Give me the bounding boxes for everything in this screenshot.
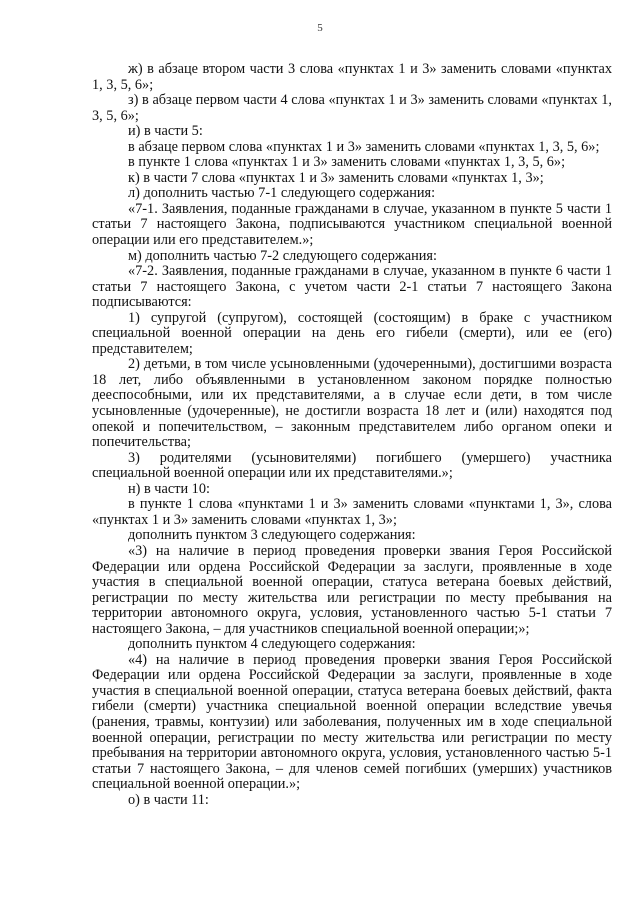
paragraph-k: к) в части 7 слова «пунктах 1 и 3» заменить словами «пунктах 1, 3»; [128,169,544,186]
page-number: 5 [317,22,323,34]
paragraph-n-sub2: дополнить пунктом 3 следующего содержания: [128,527,416,544]
paragraph-o: о) в части 11: [128,791,209,808]
paragraph-part-7-2: «7-2. Заявления, поданные гражданами в случае, указанном в пункте 6 части 1 статьи 7 настоящего Закона, с учетом части 2-1 статьи 7 настоящего Закона подписываются: [92,263,612,311]
document-body [92,62,612,808]
paragraph-n-sub3: дополнить пунктом 4 следующего содержания: [128,636,416,653]
paragraph-point-4: «4) на наличие в период проведения проверки звания Героя Российской Федерации или ордена Российской Федерации за заслуги, проявленные в ходе участия в специальной военной операции, статуса ветерана боевых действий, факта гибели (смерти) участника специальной военной операции вследствие увечья (ранения, травмы, контузии) или заболевания, полученных им в ходе специальной военной операции, регистрации по месту жительства или регистрации по месту пребывания на территории автономного округа, условия, установленного частью 5-1 статьи 7 настоящего Закона, – для членов семей погибших (умерших) участников специальной военной операции.»; [92,651,612,793]
paragraph-part-7-1: «7-1. Заявления, поданные гражданами в случае, указанном в пункте 5 части 1 статьи 7 настоящего Закона, подписываются участником специальной военной операции или его представителем.»; [92,200,612,249]
paragraph-point-3: «3) на наличие в период проведения проверки звания Героя Российской Федерации или ордена Российской Федерации за заслуги, проявленные в ходе участия в специальной военной операции, статуса ветерана боевых действий, регистрации по месту жительства или регистрации по месту пребывания на территории автономного округа, условия, установленного частью 5-1 статьи 7 настоящего Закона, – для участников специальной военной операции;»; [92,542,612,637]
paragraph-i-sub2: в пункте 1 слова «пунктах 1 и 3» заменить словами «пунктах 1, 3, 5, 6»; [128,154,566,171]
paragraph-item-1: 1) супругой (супругом), состоящей (состоящим) в браке с участником специальной военной операции на день его гибели (смерти), или ее (его) представителем; [92,309,612,357]
paragraph-i: и) в части 5: [128,123,203,140]
paragraph-n-sub1: в пункте 1 слова «пунктами 1 и 3» заменить словами «пунктами 1, 3», слова «пунктах 1 и 3» заменить словами «пунктах 1, 3»; [92,496,612,528]
paragraph-item-3: 3) родителями (усыновителями) погибшего (умершего) участника специальной военной операции или их представителями.»; [92,449,612,482]
paragraph-n: н) в части 10: [128,480,210,497]
paragraph-zh: ж) в абзаце втором части 3 слова «пунктах 1 и 3» заменить словами «пунктах 1, 3, 5, 6»; [92,61,612,93]
paragraph-i-sub1: в абзаце первом слова «пунктах 1 и 3» заменить словами «пунктах 1, 3, 5, 6»; [128,138,600,155]
paragraph-m: м) дополнить частью 7-2 следующего содержания: [128,247,437,264]
paragraph-item-2: 2) детьми, в том числе усыновленными (удочеренными), достигшими возраста 18 лет, либо объявленными в установленном законом порядке полностью дееспособными, или их представителями, а в случае если дети, в том числе усыновленные (удочеренные), не достигли возраста 18 лет и (или) находятся под опекой и попечительством, – законным представителем либо органом опеки и попечительства; [92,356,612,451]
paragraph-l: л) дополнить частью 7-1 следующего содержания: [128,185,436,202]
paragraph-z: з) в абзаце первом части 4 слова «пунктах 1 и 3» заменить словами «пунктах 1, 3, 5, 6»; [92,92,612,124]
